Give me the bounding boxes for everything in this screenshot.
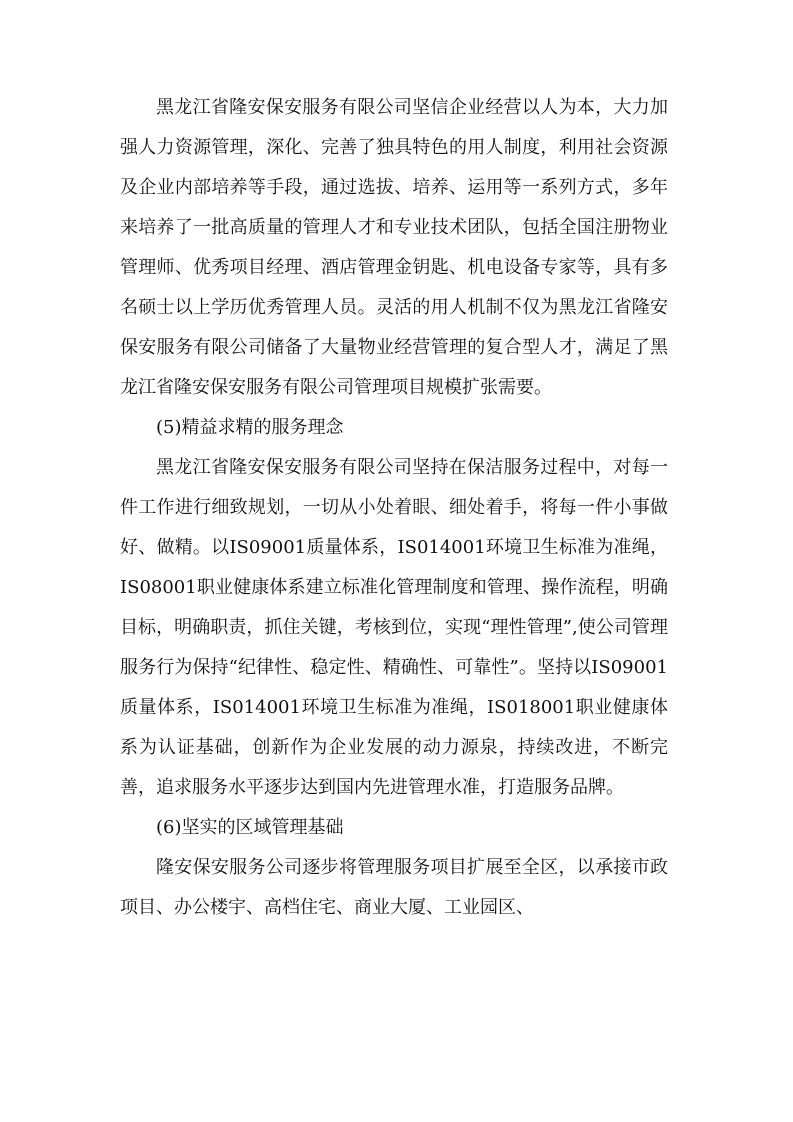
paragraph-talent-management: 黑龙江省隆安保安服务有限公司坚信企业经营以人为本，大力加强人力资源管理，深化、完善了独具特色的用人制度，利用社会资源及企业内部培养等手段，通过选拔、培养、运用等一系列方式，多年来培养了一批高质量的管理人才和专业技术团队，包括全国注册物业管理师、优秀项目经理、酒店管理金钥匙、机电设备专家等，具有多名硕士以上学历优秀管理人员。灵活的用人机制不仅为黑龙江省隆安保安服务有限公司储备了大量物业经营管理的复合型人才，满足了黑龙江省隆安保安服务有限公司管理项目规模扩张需要。 xyxy=(120,97,668,398)
paragraph-regional-management: 隆安保安服务公司逐步将管理服务项目扩展至全区，以承接市政项目、办公楼宇、高档住宅、商业大厦、工业园区、 xyxy=(120,857,668,918)
section-heading-regional-management: (6)坚实的区域管理基础 xyxy=(156,817,344,838)
section-heading-service-philosophy: (5)精益求精的服务理念 xyxy=(156,417,344,438)
paragraph-service-philosophy: 黑龙江省隆安保安服务有限公司坚持在保洁服务过程中，对每一件工作进行细致规划，一切从小处着眼、细处着手，将每一件小事做好、做精。以IS09001质量体系，IS014001环境卫生标准为准绳，IS08001职业健康体系建立标准化管理制度和管理、操作流程，明确目标，明确职责，抓住关键，考核到位，实现“理性管理”,使公司管理服务行为保持“纪律性、稳定性、精确性、可靠性”。坚持以IS09001质量体系，IS014001环境卫生标准为准绳，IS018001职业健康体系为认证基础，创新作为企业发展的动力源泉，持续改进，不断完善，追求服务水平逐步达到国内先进管理水准，打造服务品牌。 xyxy=(120,457,668,798)
document-page xyxy=(120,88,668,928)
